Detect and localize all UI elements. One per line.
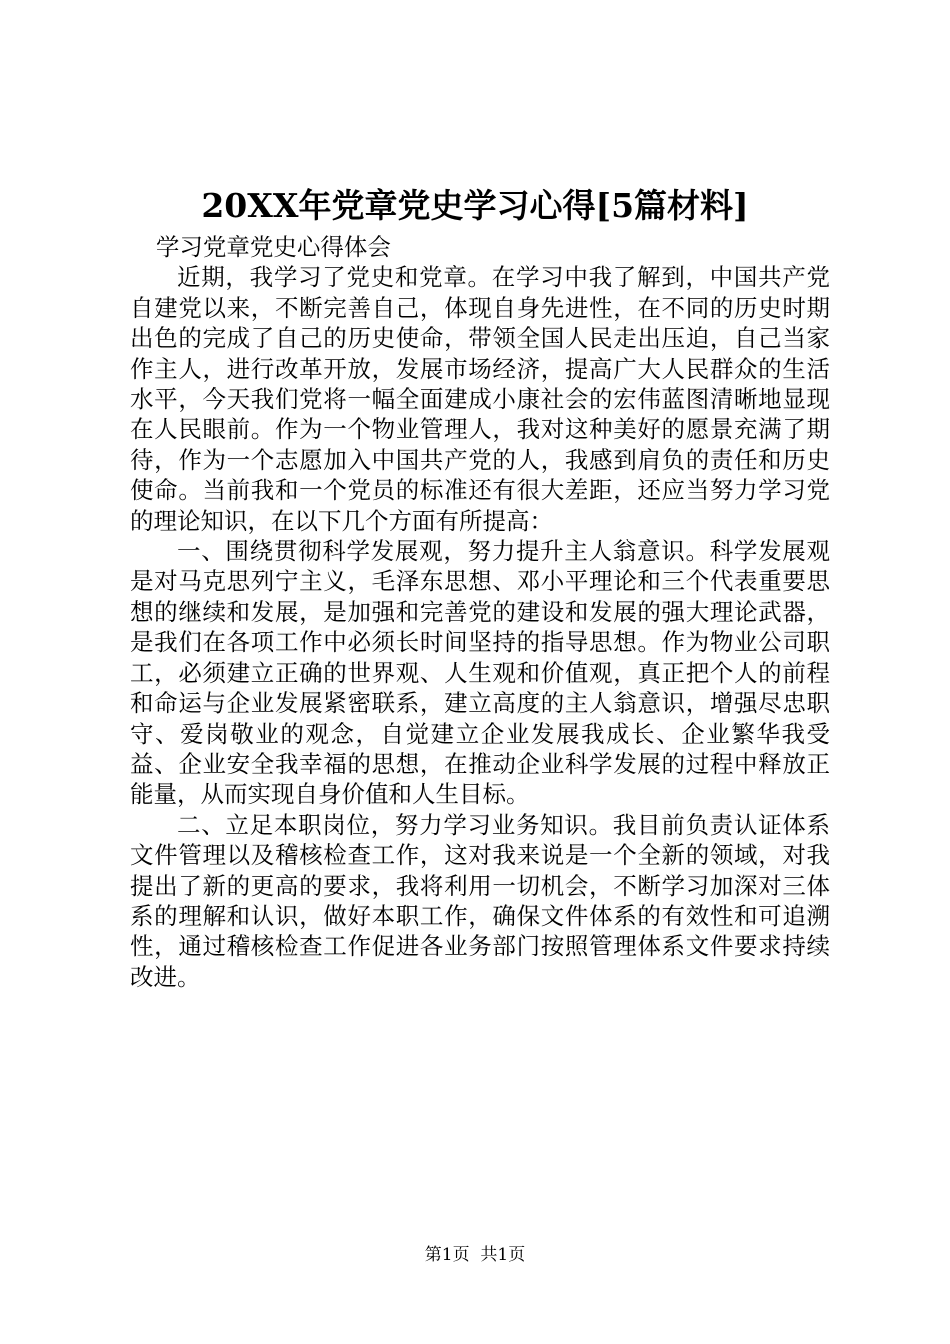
document-title: 20XX年党章党史学习心得[5篇材料]: [201, 186, 749, 225]
page-footer: [0, 1243, 950, 1267]
paragraph-point-two: 二、立足本职岗位，努力学习业务知识。我目前负责认证体系文件管理以及稽核检查工作，这对我来说是一个全新的领域，对我提出了新的更高的要求，我将利用一切机会，不断学习加深对三体系的理解和认识，做好本职工作，确保文件体系的有效性和可追溯性，通过稽核检查工作促进各业务部门按照管理体系文件要求持续改进。: [130, 810, 830, 991]
document-body: [130, 232, 830, 992]
page-number: 第1页: [424, 1245, 470, 1265]
paragraph-intro: 近期，我学习了党史和党章。在学习中我了解到，中国共产党自建党以来，不断完善自己，体现自身先进性，在不同的历史时期出色的完成了自己的历史使命，带领全国人民走出压迫，自己当家作主人，进行改革开放，发展市场经济，提高广大人民群众的生活水平，今天我们党将一幅全面建成小康社会的宏伟蓝图清晰地显现在人民眼前。作为一个物业管理人，我对这种美好的愿景充满了期待，作为一个志愿加入中国共产党的人，我感到肩负的责任和历史使命。当前我和一个党员的标准还有很大差距，还应当努力学习党的理论知识，在以下几个方面有所提高：: [130, 263, 830, 535]
page-total: 共1页: [480, 1245, 526, 1265]
document-subtitle: 学习党章党史心得体会: [155, 233, 391, 261]
paragraph-point-one: 一、围绕贯彻科学发展观，努力提升主人翁意识。科学发展观是对马克思列宁主义，毛泽东思想、邓小平理论和三个代表重要思想的继续和发展，是加强和完善党的建设和发展的强大理论武器，是我们在各项工作中必须长时间坚持的指导思想。作为物业公司职工，必须建立正确的世界观、人生观和价值观，真正把个人的前程和命运与企业发展紧密联系，建立高度的主人翁意识，增强尽忠职守、爱岗敬业的观念，自觉建立企业发展我成长、企业繁华我受益、企业安全我幸福的思想，在推动企业科学发展的过程中释放正能量，从而实现自身价值和人生目标。: [130, 537, 830, 809]
